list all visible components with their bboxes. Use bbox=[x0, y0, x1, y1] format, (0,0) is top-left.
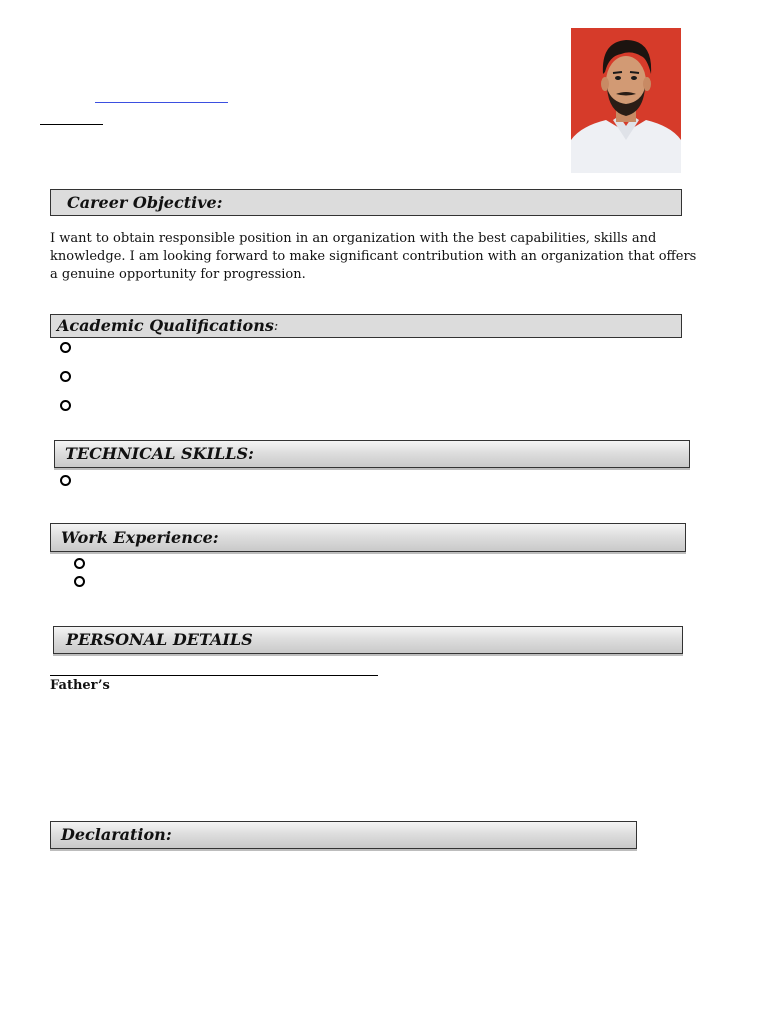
email-link-underline[interactable] bbox=[95, 102, 228, 103]
academic-qualifications-title: Academic Qualifications bbox=[57, 316, 274, 335]
header-underline bbox=[40, 124, 103, 125]
technical-skills-header bbox=[54, 440, 690, 468]
declaration-title: Declaration: bbox=[61, 825, 172, 844]
fathers-name-label: Father’s bbox=[50, 678, 110, 693]
personal-details-header bbox=[53, 626, 683, 654]
profile-photo-illustration bbox=[571, 28, 681, 173]
work-experience-header bbox=[50, 523, 686, 552]
academic-bullet-icon bbox=[60, 342, 71, 353]
profile-photo bbox=[571, 28, 681, 173]
technical-bullet-icon bbox=[60, 475, 71, 486]
career-objective-header bbox=[50, 189, 682, 216]
academic-bullet-icon bbox=[60, 371, 71, 382]
technical-skills-title: TECHNICAL SKILLS: bbox=[65, 444, 254, 463]
career-objective-title: Career Objective: bbox=[67, 192, 223, 212]
academic-qualifications-colon: : bbox=[273, 318, 279, 334]
declaration-header bbox=[50, 821, 637, 849]
personal-details-title: PERSONAL DETAILS bbox=[66, 630, 253, 649]
academic-qualifications-header bbox=[50, 314, 682, 338]
academic-bullet-icon bbox=[60, 400, 71, 411]
personal-details-divider bbox=[50, 675, 378, 676]
work-bullet-icon bbox=[74, 576, 85, 587]
career-objective-text: I want to obtain responsible position in an organization with the best capabilities, skills and knowledge. I am looking forward to make significant contribution with an organization that offers a genuine opportunity for progression. bbox=[50, 231, 697, 282]
work-experience-title: Work Experience: bbox=[61, 527, 219, 547]
work-bullet-icon bbox=[74, 558, 85, 569]
